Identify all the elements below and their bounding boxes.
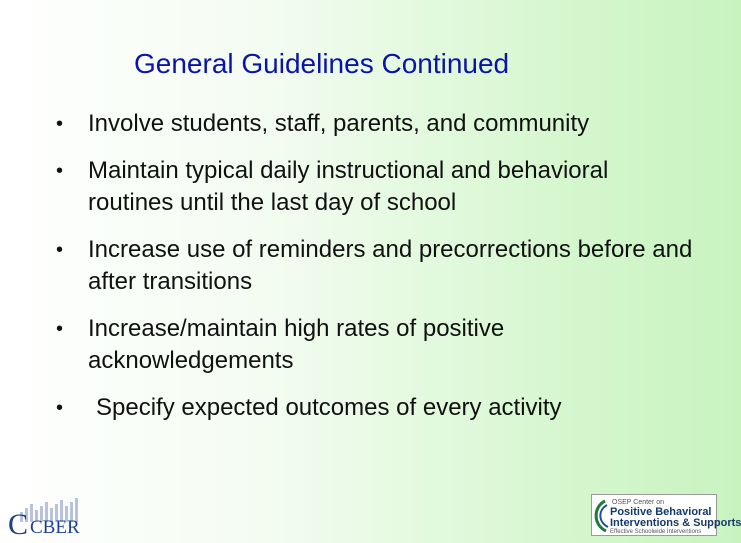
bullet-marker: • [56, 318, 64, 340]
bullet-item [56, 392, 696, 424]
pbis-logo-line4: Effective Schoolwide Interventions [610, 529, 702, 535]
bullet-list [56, 108, 696, 439]
bullet-marker: • [56, 397, 64, 419]
bullet-text: Maintain typical daily instructional and behavioral routines until the last day of school [88, 157, 609, 216]
slide-title: General Guidelines Continued [134, 48, 510, 79]
bullet-marker: • [56, 113, 64, 135]
bullet-item [56, 313, 696, 377]
svg-text:C: C [8, 508, 29, 541]
bullet-text: Increase use of reminders and precorrections before and after transitions [88, 236, 693, 295]
pbis-logo-line1: OSEP Center on [612, 499, 665, 506]
pbis-logo-line2: Positive Behavioral [610, 506, 712, 518]
pbis-swoosh-icon [591, 495, 611, 535]
bullet-item [56, 155, 696, 219]
pbis-logo-box [591, 494, 741, 536]
cber-logo [6, 494, 86, 541]
bullet-text: Involve students, staff, parents, and community [88, 110, 590, 137]
pbis-logo-line3: Interventions & Supports [610, 517, 741, 529]
svg-text:CBER: CBER [30, 517, 80, 538]
bullet-item [56, 108, 696, 140]
pbis-logo [577, 490, 741, 536]
bullet-text: Specify expected outcomes of every activity [96, 394, 562, 421]
bullet-marker: • [56, 160, 64, 182]
bullet-marker: • [56, 239, 64, 261]
bullet-item [56, 234, 696, 298]
cber-logo-icon [6, 494, 86, 541]
bullet-text: Increase/maintain high rates of positive acknowledgements [88, 315, 505, 374]
